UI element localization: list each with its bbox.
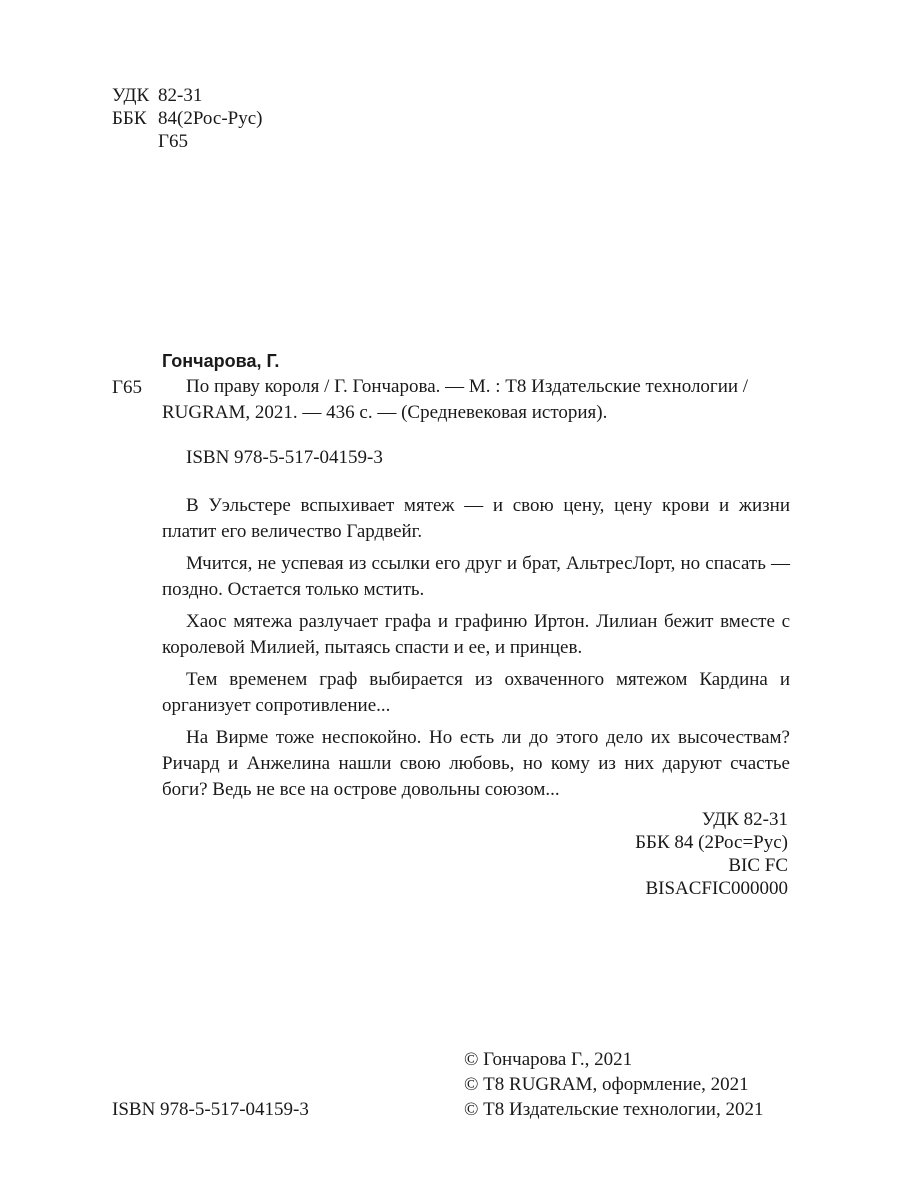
bbk-label: ББК bbox=[112, 108, 147, 129]
bib-line-2: RUGRAM, 2021. — 436 с. — (Средневековая история). bbox=[162, 402, 608, 423]
annotation-paragraph: В Уэльстере вспыхивает мятеж — и свою цену, цену крови и жизни платит его величество Гардвейг. bbox=[162, 495, 790, 542]
top-codes bbox=[112, 84, 262, 153]
class-bic: BIC FC bbox=[728, 855, 788, 876]
udk-label: УДК bbox=[112, 85, 150, 106]
footer-isbn: ISBN 978-5-517-04159-3 bbox=[112, 1099, 309, 1120]
author-name: Гончарова, Г. bbox=[162, 351, 280, 371]
class-udk: УДК 82-31 bbox=[701, 809, 788, 830]
bib-isbn: ISBN 978-5-517-04159-3 bbox=[186, 447, 383, 468]
bbk-value: 84(2Рос-Рус) bbox=[158, 108, 263, 129]
annotation-paragraph: Мчится, не успевая из ссылки его друг и брат, АльтресЛорт, но спасать — поздно. Остается только мстить. bbox=[162, 553, 790, 600]
annotation bbox=[162, 493, 790, 809]
class-bbk: ББК 84 (2Рос=Рус) bbox=[635, 832, 788, 853]
author-mark: Г65 bbox=[158, 131, 188, 152]
annotation-paragraph: Тем временем граф выбирается из охваченного мятежом Кардина и организует сопротивление... bbox=[162, 669, 790, 716]
annotation-paragraph: Хаос мятежа разлучает графа и графиню Иртон. Лилиан бежит вместе с королевой Милией, пытаясь спасти и ее, и принцев. bbox=[162, 611, 790, 658]
classification-block bbox=[635, 808, 788, 900]
copyright-line: © Т8 RUGRAM, оформление, 2021 bbox=[464, 1074, 749, 1095]
bbk-row bbox=[112, 107, 262, 130]
author-mark-row bbox=[112, 130, 262, 153]
annotation-paragraph: На Вирме тоже неспокойно. Но есть ли до этого дело их высочествам? Ричард и Анжелина нашли свою любовь, но кому из них даруют счастье боги? Ведь не все на острове довольны союзом... bbox=[162, 727, 790, 800]
bib-line-1: По праву короля / Г. Гончарова. — М. : Т8 Издательские технологии / bbox=[186, 376, 749, 397]
class-bisac: BISACFIC000000 bbox=[645, 878, 788, 899]
margin-author-mark: Г65 bbox=[112, 377, 142, 398]
copyright-line: © Гончарова Г., 2021 bbox=[464, 1049, 633, 1070]
udk-value: 82-31 bbox=[158, 85, 203, 106]
bibliographic-record bbox=[162, 348, 790, 471]
copyright-block bbox=[464, 1047, 763, 1122]
udk-row bbox=[112, 84, 262, 107]
copyright-line: © Т8 Издательские технологии, 2021 bbox=[464, 1099, 764, 1120]
